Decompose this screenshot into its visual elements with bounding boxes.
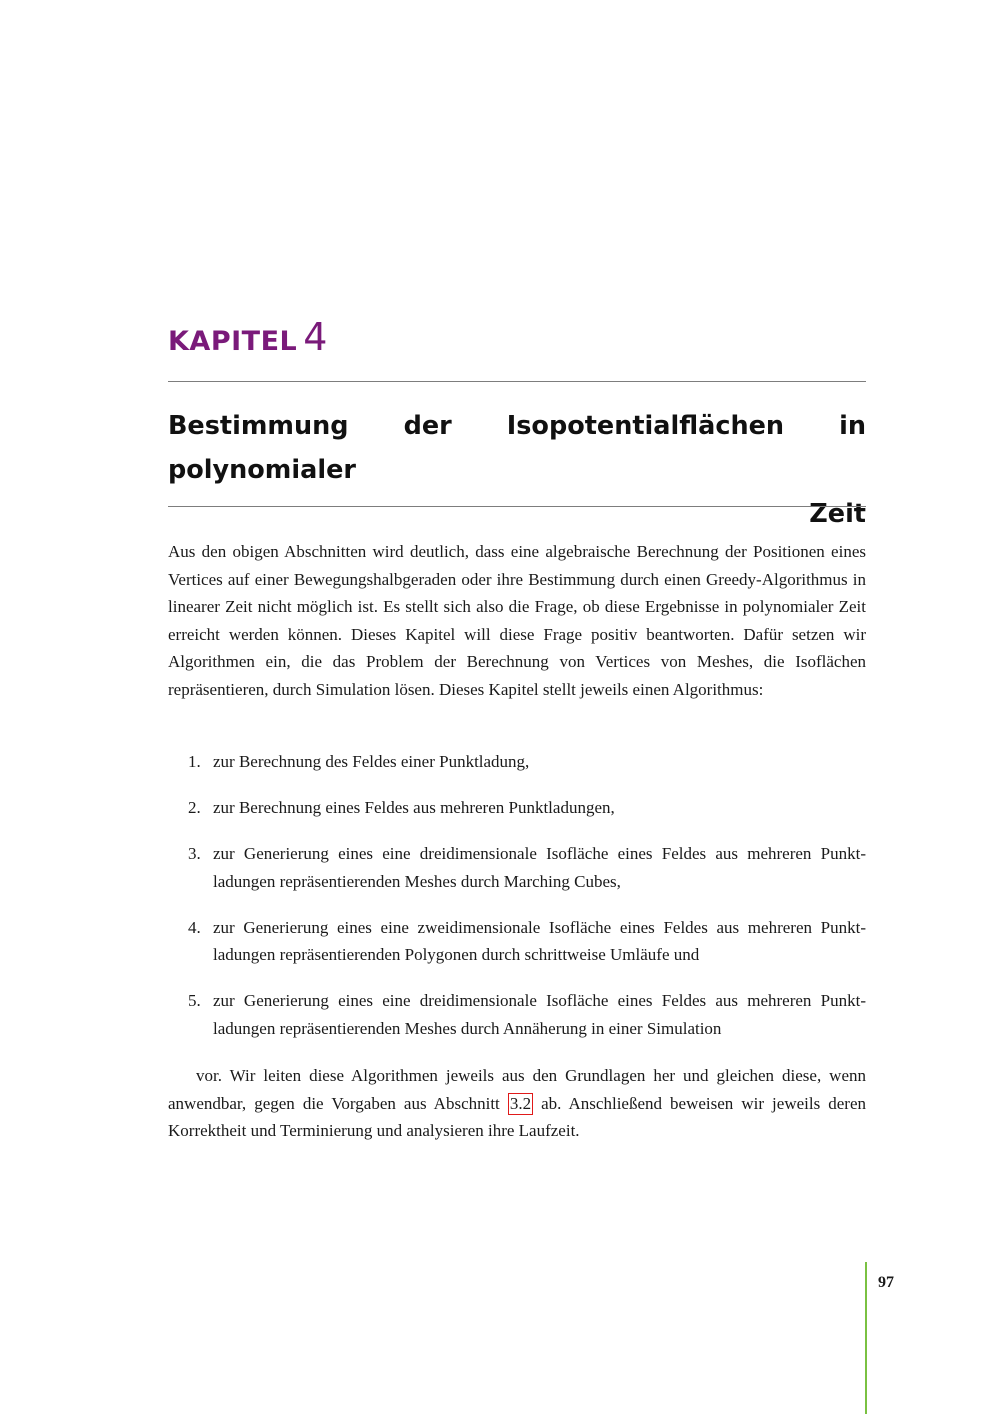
chapter-title-line-2: Zeit	[809, 499, 866, 529]
list-item-number: 2.	[188, 797, 201, 817]
list-item-text: zur Generierung eines eine dreidimensionale Isofläche eines Feldes aus mehreren Punktladungen repräsentierenden Meshes durch Marching Cubes,	[213, 843, 866, 891]
list-item-text: zur Generierung eines eine dreidimensionale Isofläche eines Feldes aus mehreren Punktladungen repräsentierenden Meshes durch Annäherung in einer Simulation	[213, 991, 866, 1038]
page-number: 97	[878, 1274, 894, 1291]
title-rule-top	[168, 381, 866, 382]
chapter-title	[168, 404, 866, 536]
section-reference-link[interactable]: 3.2	[509, 1093, 532, 1113]
list-item-text: zur Berechnung des Feldes einer Punktladung,	[213, 752, 530, 771]
list-item	[168, 748, 866, 776]
margin-bar	[865, 1262, 867, 1414]
outro-paragraph	[168, 1062, 866, 1145]
chapter-title-line-1: Bestimmung der Isopotentialflächen in polynomialer	[168, 411, 866, 485]
list-item-text: zur Generierung eines eine zweidimensionale Isofläche eines Feldes aus mehreren Punktladungen repräsentierenden Polygonen durch schrittweise Umläufe und	[213, 917, 866, 965]
list-item-number: 1.	[188, 752, 201, 771]
outro-text-after-ref: ab. Anschließend beweisen wir jeweils deren Korrektheit und Terminierung und analysieren ihre Laufzeit.	[168, 1093, 866, 1141]
list-item	[168, 794, 866, 822]
title-rule-bottom	[168, 506, 866, 507]
intro-paragraph: Aus den obigen Abschnitten wird deutlich, dass eine algebraische Berechnung der Positionen eines Vertices auf einer Bewegungshalbgeraden oder ihre Bestimmung durch einen Greedy-Algorithmus in linearer Zeit nicht möglich ist. Es stellt sich also die Frage, ob diese Ergebnisse in polynomialer Zeit erreicht werden können. Dieses Kapitel will diese Frage positiv beantworten. Dafür setzen wir Algorithmen ein, die das Problem der Berechnung von Vertices von Meshes, die Isoflächen repräsentieren, durch Simulation lösen. Dieses Kapitel stellt jeweils einen Algorithmus:	[168, 542, 866, 699]
list-item	[168, 987, 866, 1042]
list-item-number: 3.	[188, 843, 201, 863]
list-item-number: 4.	[188, 917, 201, 937]
outro-text-before-ref: vor. Wir leiten diese Algorithmen jeweils aus den Grundlagen her und gleichen diese, wenn anwendbar, gegen die Vorgaben aus Abschnitt	[168, 1066, 866, 1113]
algorithm-list	[168, 748, 866, 1061]
chapter-number: 4	[303, 315, 328, 359]
list-item-number: 5.	[188, 991, 201, 1011]
list-item-text: zur Berechnung eines Feldes aus mehreren Punktladungen,	[213, 797, 615, 817]
chapter-label	[168, 315, 328, 359]
chapter-word: KAPITEL	[168, 326, 298, 357]
list-item	[168, 840, 866, 895]
list-item	[168, 914, 866, 969]
